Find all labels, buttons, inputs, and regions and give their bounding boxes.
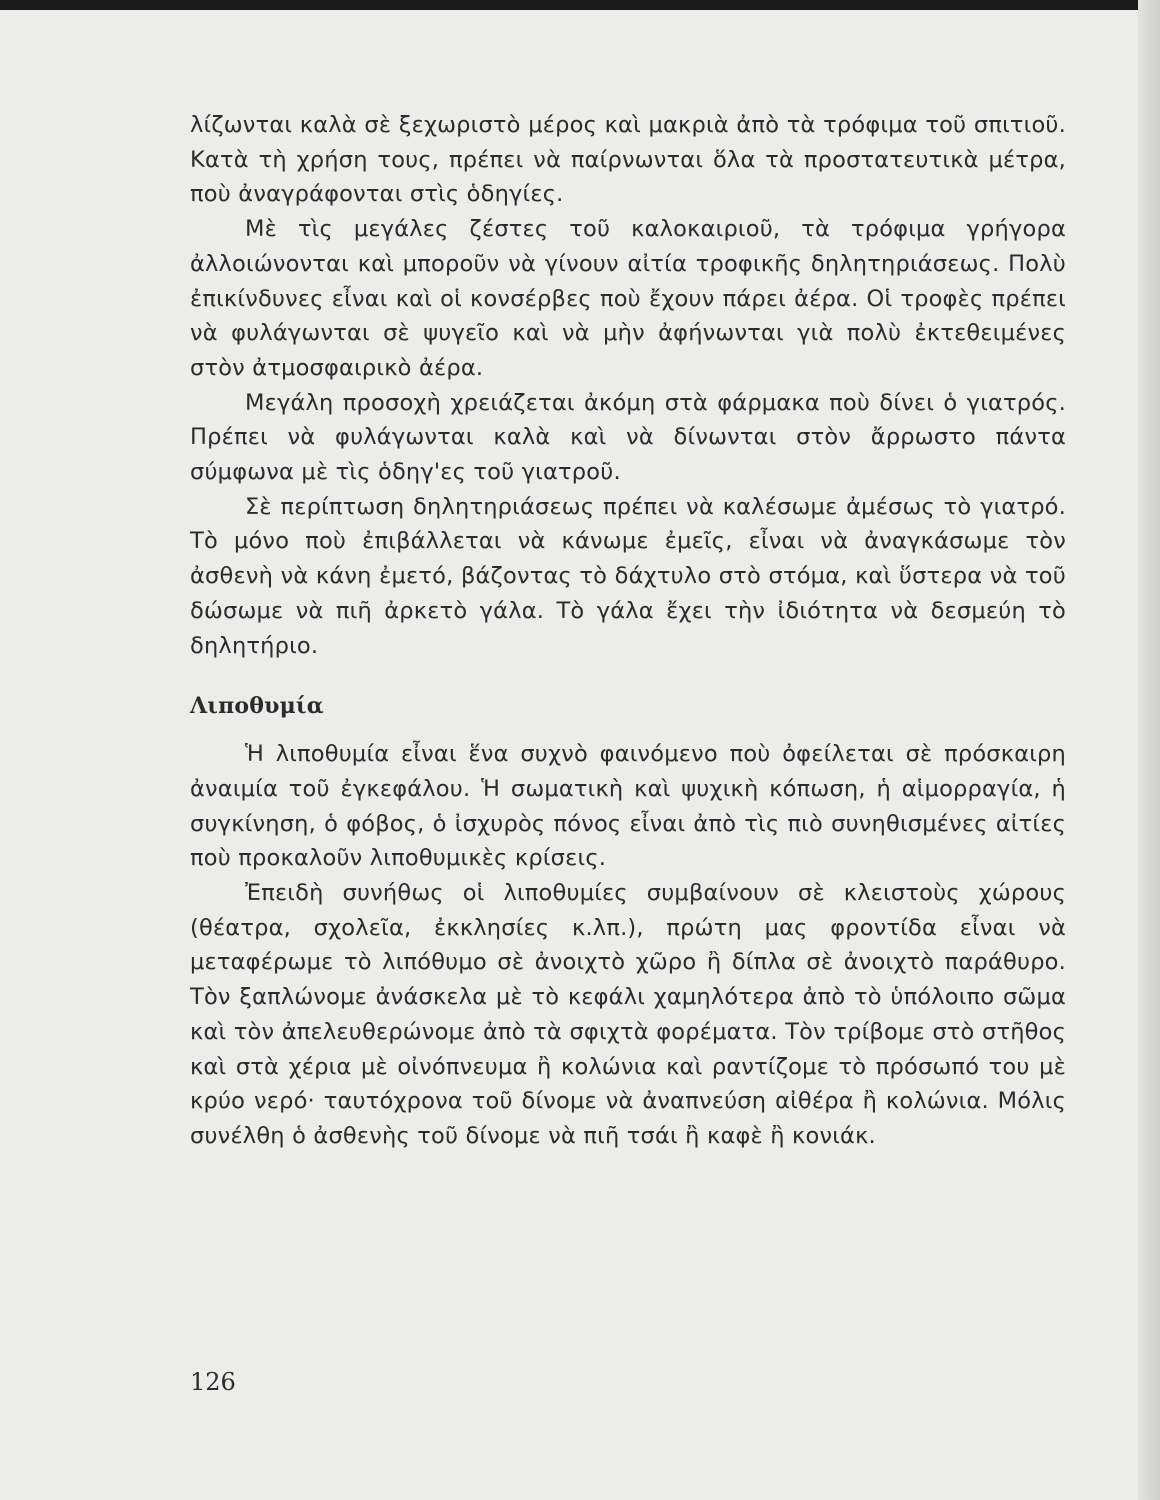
section-heading: Λιποθυμία xyxy=(190,693,324,720)
page-edge-shadow xyxy=(1138,0,1160,1500)
page-number: 126 xyxy=(190,1368,236,1396)
paragraph-poisoning: Σὲ περίπτωση δηλητηριάσεως πρέπει νὰ καλέσωμε ἀμέσως τὸ γιατρό. Τὸ μόνο ποὺ ἐπιβάλλεται νὰ κάνωμε ἐμεῖς, εἶναι νὰ ἀναγκάσωμε τὸν ἀσθενὴ νὰ κάνη ἐμετό, βάζοντας τὸ δάχτυλο στὸ στόμα, καὶ ὕστερα νὰ τοῦ δώσωμε νὰ πιῆ ἀρκετὸ γάλα. Τὸ γάλα ἔχει τὴν ἰδιότητα νὰ δεσμεύη τὸ δηλητήριο. xyxy=(190,493,1066,659)
scan-top-border xyxy=(0,0,1160,10)
paragraph-summer-food: Μὲ τὶς μεγάλες ζέστες τοῦ καλοκαιριοῦ, τὰ τρόφιμα γρήγορα ἀλλοιώνονται καὶ μποροῦν νὰ γίνουν αἰτία τροφικῆς δηλητηριάσεως. Πολὺ ἐπικίνδυνες εἶναι καὶ οἱ κονσέρβες ποὺ ἔχουν πάρει ἀέρα. Οἱ τροφὲς πρέπει νὰ φυλάγωνται σὲ ψυγεῖο καὶ νὰ μὴν ἀφήνωνται γιὰ πολὺ ἐκτεθειμένες στὸν ἀτμοσφαιρικὸ ἀέρα. xyxy=(190,216,1066,381)
paragraph-fainting-causes: Ἡ λιποθυμία εἶναι ἕνα συχνὸ φαινόμενο ποὺ ὀφείλεται σὲ πρόσκαιρη ἀναιμία τοῦ ἐγκεφάλου. Ἡ σωματικὴ καὶ ψυχικὴ κόπωση, ἡ αἱμορραγία, ἡ συγκίνηση, ὁ φόβος, ὁ ἰσχυρὸς πόνος εἶναι ἀπὸ τὶς πιὸ συνηθισμένες αἰτίες ποὺ προκαλοῦν λιποθυμικὲς κρίσεις. xyxy=(190,741,1066,872)
paragraph-medicines: Μεγάλη προσοχὴ χρειάζεται ἀκόμη στὰ φάρμακα ποὺ δίνει ὁ γιατρός. Πρέπει νὰ φυλάγωνται καλὰ καὶ νὰ δίνωνται στὸν ἄρρωστο πάντα σύμφωνα μὲ τὶς ὁδηγ'ες τοῦ γιατροῦ. xyxy=(190,389,1066,486)
paragraph-continuation: λίζωνται καλὰ σὲ ξεχωριστὸ μέρος καὶ μακριὰ ἀπὸ τὰ τρόφιμα τοῦ σπιτιοῦ. Κατὰ τὴ χρήση τους, πρέπει νὰ παίρνωνται ὅλα τὰ προστατευτικὰ μέτρα, ποὺ ἀναγράφονται στὶς ὁδηγίες. xyxy=(190,112,1066,208)
paragraph-fainting-care: Ἐπειδὴ συνήθως οἱ λιποθυμίες συμβαίνουν σὲ κλειστοὺς χώρους (θέατρα, σχολεῖα, ἐκκλησίες κ.λπ.), πρώτη μας φροντίδα εἶναι νὰ μεταφέρωμε τὸ λιπόθυμο σὲ ἀνοιχτὸ χῶρο ἢ δίπλα σὲ ἀνοιχτὸ παράθυρο. Τὸν ξαπλώνομε ἀνάσκελα μὲ τὸ κεφάλι χαμηλότερα ἀπὸ τὸ ὑπόλοιπο σῶμα καὶ τὸν ἀπελευθερώνομε ἀπὸ τὰ σφιχτὰ φορέματα. Τὸν τρίβομε στὸ στῆθος καὶ στὰ χέρια μὲ οἰνόπνευμα ἢ κολώνια καὶ ραντίζομε τὸ πρόσωπό του μὲ κρύο νερό· ταυτόχρονα τοῦ δίνομε νὰ ἀναπνεύση αἰθέρα ἢ κολώνια. Μόλις συνέλθη ὁ ἀσθενὴς τοῦ δίνομε νὰ πιῆ τσάι ἢ καφὲ ἢ κονιάκ. xyxy=(190,880,1066,1149)
page-body xyxy=(190,108,1066,1154)
